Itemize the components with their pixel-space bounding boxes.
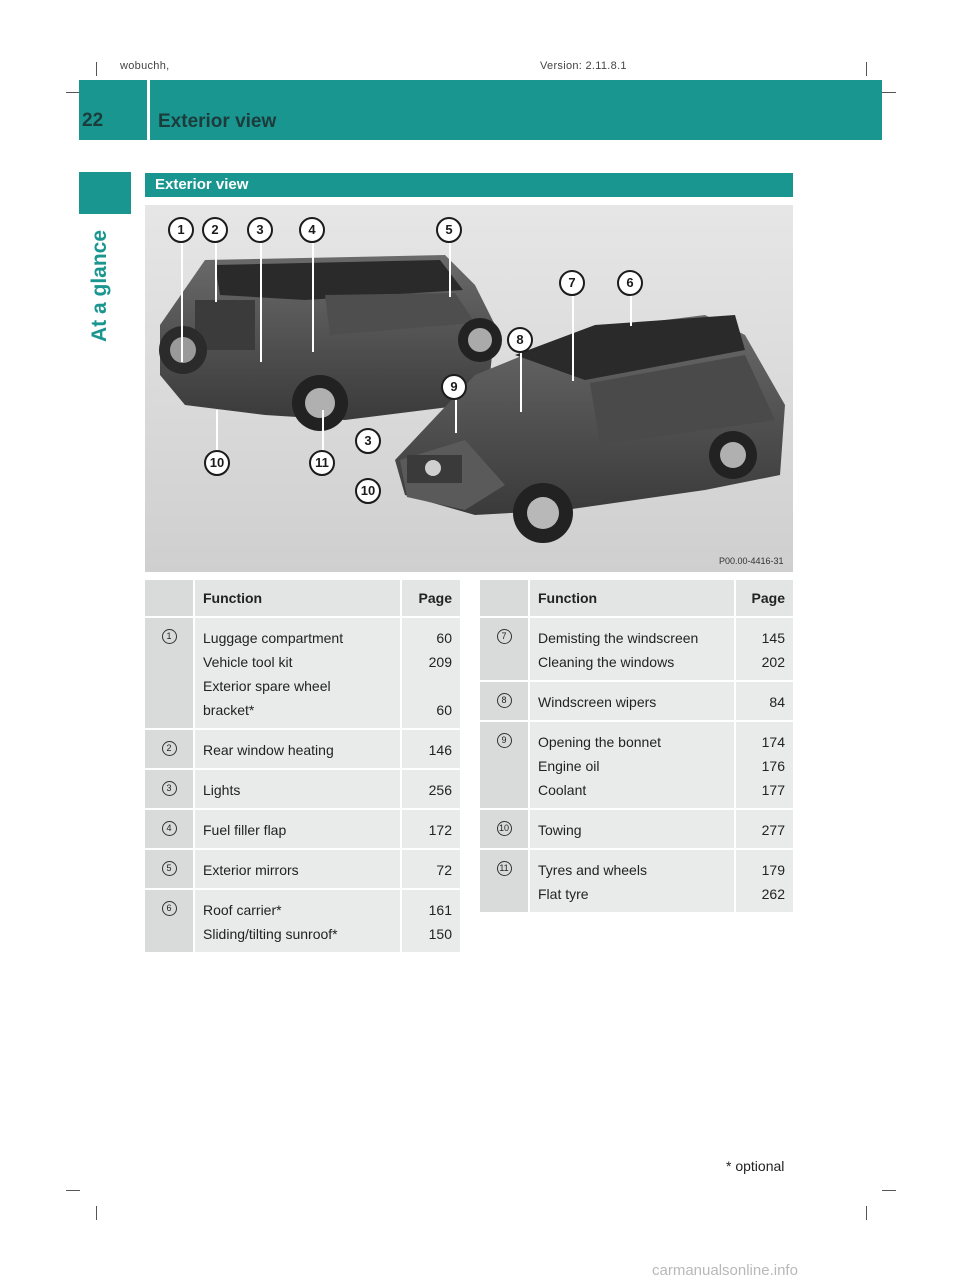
page-cell	[735, 849, 793, 913]
callout-leader	[520, 352, 522, 412]
function-cell	[194, 729, 401, 769]
table-row	[480, 681, 793, 721]
callout-2: 2	[202, 217, 228, 243]
page-cell	[401, 849, 460, 889]
function-cell	[529, 849, 735, 913]
page-ref: 174	[761, 734, 785, 750]
function-cell	[194, 889, 401, 953]
function-label: Windscreen wipers	[538, 694, 657, 710]
item-number-badge: 11	[497, 861, 512, 876]
function-label: Coolant	[538, 782, 587, 798]
callout-leader	[216, 410, 218, 450]
function-label: Exterior mirrors	[203, 862, 299, 878]
row-number-cell	[480, 809, 529, 849]
header-num-cell	[480, 580, 529, 617]
function-label: Tyres and wheels	[538, 862, 647, 878]
function-label: Towing	[538, 822, 582, 838]
page-ref: 150	[428, 926, 452, 942]
page-cell	[401, 809, 460, 849]
page-cell	[735, 809, 793, 849]
crop-mark	[96, 1206, 97, 1220]
function-label: Vehicle tool kit	[203, 654, 293, 670]
function-label: Luggage compartment	[203, 630, 344, 646]
header-title: Exterior view	[158, 111, 277, 132]
table-row	[145, 729, 460, 769]
function-cell	[529, 809, 735, 849]
page-cell	[735, 681, 793, 721]
page-ref: 60	[436, 630, 452, 646]
page-ref: 177	[761, 782, 785, 798]
function-table-right	[480, 580, 793, 914]
callout-6: 6	[617, 270, 643, 296]
header-page: Page	[735, 580, 793, 617]
item-number-badge: 3	[162, 781, 177, 796]
side-tab-block	[79, 172, 131, 214]
callout-leader	[181, 242, 183, 362]
callout-leader	[455, 398, 457, 433]
function-label: Flat tyre	[538, 886, 589, 902]
row-number-cell	[145, 849, 194, 889]
function-cell	[194, 617, 401, 729]
callout-11: 11	[309, 450, 335, 476]
row-number-cell	[480, 617, 529, 681]
function-table-left	[145, 580, 460, 954]
item-number-badge: 4	[162, 821, 177, 836]
callout-leader	[572, 296, 574, 381]
callout-4: 4	[299, 217, 325, 243]
function-cell	[529, 681, 735, 721]
function-label: Engine oil	[538, 758, 600, 774]
callout-leader	[322, 410, 324, 450]
function-cell	[194, 769, 401, 809]
item-number-badge: 5	[162, 861, 177, 876]
table-header-row	[480, 580, 793, 617]
callout-leader	[449, 242, 451, 297]
table-row	[145, 849, 460, 889]
callout-1: 1	[168, 217, 194, 243]
function-label: Sliding/tilting sunroof*	[203, 926, 338, 942]
item-number-badge: 6	[162, 901, 177, 916]
table-row	[480, 721, 793, 809]
crop-mark	[866, 62, 867, 76]
section-title: Exterior view	[155, 176, 249, 193]
item-number-badge: 10	[497, 821, 512, 836]
page-ref: 262	[761, 886, 785, 902]
slug-left: wobuchh,	[120, 60, 170, 72]
item-number-badge: 1	[162, 629, 177, 644]
photo-code: P00.00-4416-31	[719, 556, 784, 566]
vehicle-photo	[145, 205, 793, 572]
item-number-badge: 2	[162, 741, 177, 756]
crop-mark	[866, 1206, 867, 1220]
page-ref: 209	[428, 654, 452, 670]
function-label: Rear window heating	[203, 742, 334, 758]
item-number-badge: 8	[497, 693, 512, 708]
page-cell	[735, 721, 793, 809]
callout-leader	[630, 296, 632, 326]
function-cell	[529, 721, 735, 809]
watermark: carmanualsonline.info	[652, 1262, 798, 1279]
vehicle-illustration	[145, 205, 793, 572]
page-ref: 176	[761, 758, 785, 774]
table-row	[480, 809, 793, 849]
slug-right: Version: 2.11.8.1	[540, 60, 627, 72]
row-number-cell	[480, 681, 529, 721]
crop-mark	[66, 1190, 80, 1191]
page-ref: 256	[428, 782, 452, 798]
table-row	[145, 769, 460, 809]
crop-mark	[882, 1190, 896, 1191]
callout-leader	[260, 242, 262, 362]
callout-8: 8	[507, 327, 533, 353]
page-ref: 161	[428, 902, 452, 918]
side-tab-label: At a glance	[88, 229, 111, 342]
page-ref: 72	[436, 862, 452, 878]
row-number-cell	[145, 769, 194, 809]
callout-10-front: 10	[355, 478, 381, 504]
function-label: Opening the bonnet	[538, 734, 661, 750]
function-label: Demisting the windscreen	[538, 630, 699, 646]
callout-leader	[215, 242, 217, 302]
callout-7: 7	[559, 270, 585, 296]
page-ref: 277	[761, 822, 785, 838]
page-ref: 172	[428, 822, 452, 838]
callout-3: 3	[247, 217, 273, 243]
page-cell	[735, 617, 793, 681]
function-cell	[529, 617, 735, 681]
page-ref: 145	[761, 630, 785, 646]
function-cell	[194, 849, 401, 889]
header-function: Function	[194, 580, 401, 617]
row-number-cell	[145, 809, 194, 849]
table-row	[480, 617, 793, 681]
row-number-cell	[145, 889, 194, 953]
page-cell	[401, 769, 460, 809]
function-label: Cleaning the windows	[538, 654, 675, 670]
function-cell	[194, 809, 401, 849]
crop-mark	[96, 62, 97, 76]
function-label: Lights	[203, 782, 241, 798]
callout-5: 5	[436, 217, 462, 243]
function-label: Roof carrier*	[203, 902, 282, 918]
table-row	[480, 849, 793, 913]
row-number-cell	[145, 729, 194, 769]
item-number-badge: 9	[497, 733, 512, 748]
header-divider	[147, 80, 150, 140]
callout-leader	[312, 242, 314, 352]
page-ref: 60	[436, 702, 452, 718]
table-row	[145, 809, 460, 849]
page-ref: 146	[428, 742, 452, 758]
function-label: Fuel filler flap	[203, 822, 287, 838]
header-page: Page	[401, 580, 460, 617]
table-row	[145, 617, 460, 729]
footer-optional-note: * optional	[726, 1158, 785, 1174]
page-number: 22	[82, 110, 104, 131]
callout-10-rear: 10	[204, 450, 230, 476]
page-cell	[401, 617, 460, 729]
function-label: Exterior spare wheel bracket*	[203, 678, 331, 718]
callout-3-front: 3	[355, 428, 381, 454]
row-number-cell	[480, 721, 529, 809]
row-number-cell	[480, 849, 529, 913]
page-ref: 84	[769, 694, 785, 710]
callout-9: 9	[441, 374, 467, 400]
page-ref: 179	[761, 862, 785, 878]
item-number-badge: 7	[497, 629, 512, 644]
header-num-cell	[145, 580, 194, 617]
header-function: Function	[529, 580, 735, 617]
crop-mark	[882, 92, 896, 93]
page-cell	[401, 889, 460, 953]
table-header-row	[145, 580, 460, 617]
row-number-cell	[145, 617, 194, 729]
table-row	[145, 889, 460, 953]
page-cell	[401, 729, 460, 769]
crop-mark	[66, 92, 80, 93]
page-ref: 202	[761, 654, 785, 670]
